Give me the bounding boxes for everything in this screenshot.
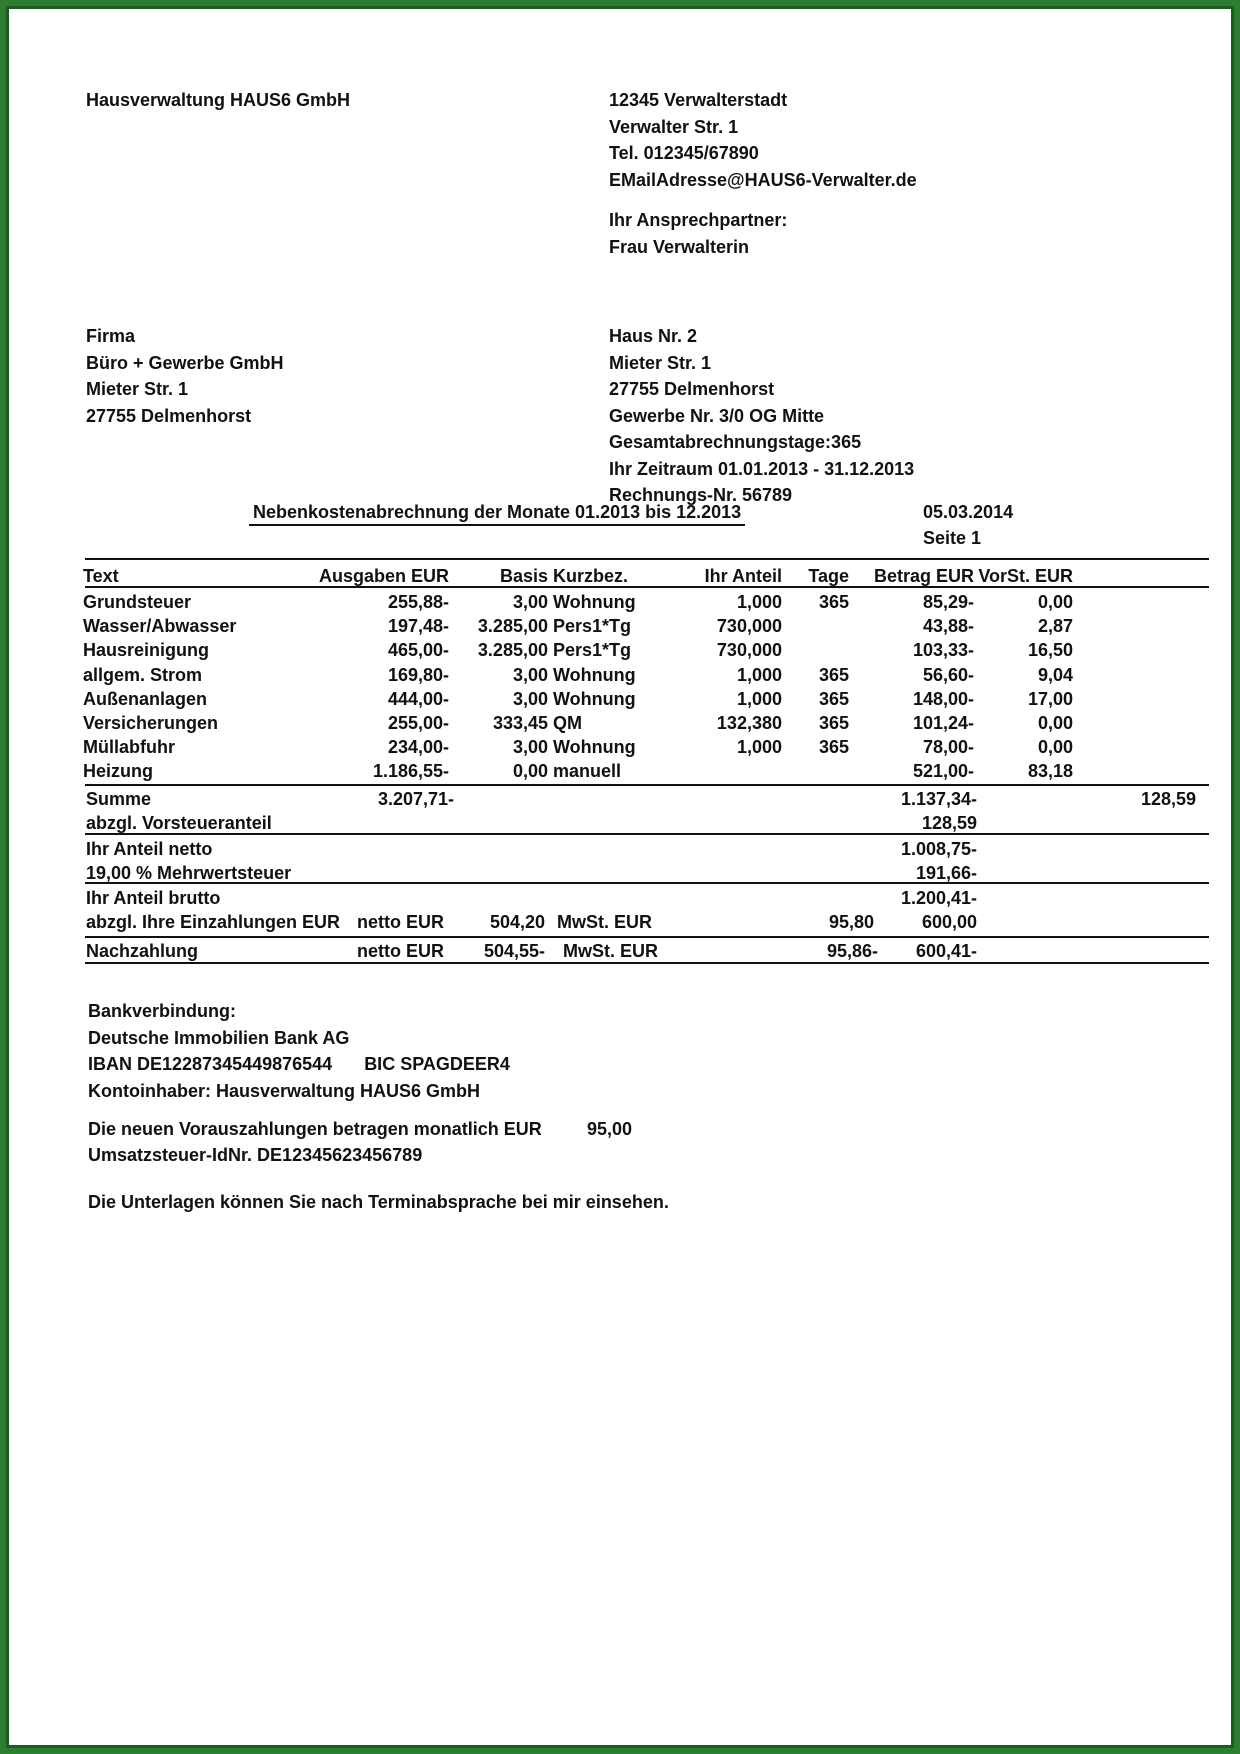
nachzahlung-total: 600,41- <box>915 941 977 961</box>
einzahlungen-netto-label: netto EUR <box>357 912 444 932</box>
bank-name: Deutsche Immobilien Bank AG <box>88 1027 350 1048</box>
table-header-text: Text <box>83 566 119 586</box>
bank-iban: IBAN DE12287345449876544 <box>88 1054 333 1074</box>
sender-email: EMailAdresse@HAUS6-Verwalter.de <box>609 169 917 190</box>
prepayment-text: Die neuen Vorauszahlungen betragen monatlich EUR <box>88 1119 542 1139</box>
bank-bic: BIC SPAGDEER4 <box>364 1054 510 1074</box>
document-date: 05.03.2014 <box>923 502 1014 522</box>
table-cell-vorst: 0,00 <box>1037 592 1073 612</box>
property-line: Gewerbe Nr. 3/0 OG Mitte <box>609 405 825 426</box>
bank-owner: Kontoinhaber: Hausverwaltung HAUS6 GmbH <box>88 1080 481 1101</box>
bank-iban-line <box>88 1051 510 1078</box>
contact-person <box>609 207 787 260</box>
table-cell-ausgaben: 1.186,55- <box>372 761 449 782</box>
summe-vorst: 128,59 <box>1140 789 1196 809</box>
table-cell-text: Grundsteuer <box>83 592 192 612</box>
table-cell-kurzbez: Pers1*Tg <box>553 640 632 661</box>
sender-contact <box>609 87 917 193</box>
table-cell-basis: 333,45 <box>492 713 548 733</box>
table-cell-betrag: 85,29- <box>922 592 974 612</box>
table-cell-kurzbez: Pers1*Tg <box>553 616 632 637</box>
table-cell-betrag: 43,88- <box>922 616 974 637</box>
table-cell-tage: 365 <box>818 737 849 758</box>
table-header-kurzbez: Kurzbez. <box>553 566 629 586</box>
table-header-anteil: Ihr Anteil <box>704 566 782 586</box>
sender-city: 12345 Verwalterstadt <box>609 90 788 110</box>
einzahlungen-mwst-label: MwSt. EUR <box>557 912 653 932</box>
vorsteuer-label: abzgl. Vorsteueranteil <box>86 813 272 833</box>
table-header-ausgaben: Ausgaben EUR <box>318 566 449 586</box>
table-cell-ausgaben: 234,00- <box>387 737 449 758</box>
table-cell-vorst: 9,04 <box>1037 664 1073 685</box>
table-cell-kurzbez: Wohnung <box>553 592 636 612</box>
nachzahlung-mwst-label: MwSt. EUR <box>563 941 659 961</box>
table-cell-betrag: 78,00- <box>922 737 974 758</box>
table-cell-ausgaben: 169,80- <box>387 664 449 685</box>
table-cell-tage: 365 <box>818 664 849 685</box>
brutto-label: Ihr Anteil brutto <box>86 888 221 908</box>
nachzahlung-mwst-value: 95,86- <box>826 941 878 961</box>
table-cell-anteil: 1,000 <box>736 688 782 709</box>
brutto-value: 1.200,41- <box>900 888 977 908</box>
page-number: Seite 1 <box>923 528 982 548</box>
table-cell-ausgaben: 255,00- <box>387 713 449 733</box>
table-cell-anteil: 730,000 <box>716 616 782 637</box>
table-header-betrag: Betrag EUR <box>873 566 974 586</box>
nachzahlung-netto-value: 504,55- <box>483 941 545 961</box>
recipient-line: Büro + Gewerbe GmbH <box>86 352 284 373</box>
property-info <box>609 323 914 509</box>
netto-label: Ihr Anteil netto <box>86 839 213 859</box>
table-cell-anteil: 730,000 <box>716 640 782 661</box>
recipient-address <box>86 323 284 429</box>
table-cell-text: Heizung <box>83 761 153 782</box>
recipient-line: Mieter Str. 1 <box>86 379 189 399</box>
table-cell-tage: 365 <box>818 688 849 709</box>
table-header-vorst: VorSt. EUR <box>978 566 1073 586</box>
table-cell-kurzbez: Wohnung <box>553 664 636 685</box>
einzahlungen-mwst-value: 95,80 <box>828 912 874 932</box>
table-cell-anteil: 1,000 <box>736 737 782 758</box>
table-cell-text: Hausreinigung <box>83 640 210 661</box>
table-cell-basis: 3,00 <box>512 664 548 685</box>
table-cell-basis: 3.285,00 <box>477 616 548 637</box>
document-page <box>6 6 1234 1748</box>
table-cell-tage: 365 <box>818 592 849 612</box>
table-cell-kurzbez: QM <box>553 713 582 733</box>
table-cell-basis: 3,00 <box>512 688 548 709</box>
table-cell-basis: 3,00 <box>512 592 548 612</box>
table-cell-betrag: 101,24- <box>912 713 974 733</box>
table-cell-text: allgem. Strom <box>83 664 203 685</box>
summe-ausgaben: 3.207,71- <box>377 789 454 809</box>
table-cell-betrag: 521,00- <box>912 761 974 782</box>
sender-street: Verwalter Str. 1 <box>609 116 739 137</box>
table-cell-kurzbez: manuell <box>553 761 622 782</box>
sender-company: Hausverwaltung HAUS6 GmbH <box>86 90 351 110</box>
netto-value: 1.008,75- <box>900 839 977 859</box>
table-cell-betrag: 103,33- <box>912 640 974 661</box>
table-cell-betrag: 148,00- <box>912 688 974 709</box>
table-cell-betrag: 56,60- <box>922 664 974 685</box>
table-cell-text: Wasser/Abwasser <box>83 616 237 637</box>
bank-details <box>88 998 510 1104</box>
property-line: 27755 Delmenhorst <box>609 379 775 399</box>
table-cell-basis: 3.285,00 <box>477 640 548 661</box>
table-cell-text: Müllabfuhr <box>83 737 175 758</box>
einzahlungen-label: abzgl. Ihre Einzahlungen EUR <box>86 912 341 932</box>
property-line: Ihr Zeitraum 01.01.2013 - 31.12.2013 <box>609 458 915 479</box>
table-cell-basis: 0,00 <box>512 761 548 782</box>
vat-id: Umsatzsteuer-IdNr. DE12345623456789 <box>88 1145 423 1165</box>
bank-label: Bankverbindung: <box>88 1001 237 1021</box>
table-cell-vorst: 0,00 <box>1037 713 1073 733</box>
table-cell-tage: 365 <box>818 713 849 733</box>
summe-betrag: 1.137,34- <box>900 789 977 809</box>
table-cell-vorst: 83,18 <box>1027 761 1073 782</box>
table-cell-vorst: 17,00 <box>1027 688 1073 709</box>
property-line: Gesamtabrechnungstage:365 <box>609 432 862 452</box>
table-cell-ausgaben: 444,00- <box>387 688 449 709</box>
table-top-rule <box>85 558 1209 560</box>
recipient-line: 27755 Delmenhorst <box>86 405 252 426</box>
nachzahlung-netto-label: netto EUR <box>357 941 444 961</box>
sender-phone: Tel. 012345/67890 <box>609 143 759 163</box>
documents-note: Die Unterlagen können Sie nach Terminabsprache bei mir einsehen. <box>88 1192 669 1212</box>
table-cell-anteil: 132,380 <box>716 713 782 733</box>
table-cell-vorst: 16,50 <box>1027 640 1073 661</box>
recipient-line: Firma <box>86 326 136 346</box>
table-cell-vorst: 2,87 <box>1037 616 1073 637</box>
mwst-value: 191,66- <box>915 863 977 883</box>
table-cell-ausgaben: 255,88- <box>387 592 449 612</box>
table-cell-kurzbez: Wohnung <box>553 737 636 758</box>
einzahlungen-total: 600,00 <box>921 912 977 932</box>
summe-label: Summe <box>86 789 152 809</box>
table-cell-anteil: 1,000 <box>736 664 782 685</box>
property-line: Rechnungs-Nr. 56789 <box>609 485 793 505</box>
property-line: Haus Nr. 2 <box>609 326 698 346</box>
einzahlungen-netto-value: 504,20 <box>489 912 545 932</box>
nachzahlung-rule <box>85 936 1209 938</box>
table-header-tage: Tage <box>808 566 849 586</box>
contact-person-name: Frau Verwalterin <box>609 236 750 257</box>
summe-rule <box>85 784 1209 786</box>
table-bottom-rule <box>85 962 1209 964</box>
table-cell-kurzbez: Wohnung <box>553 688 636 709</box>
document-title: Nebenkostenabrechnung der Monate 01.2013 bis 12.2013 <box>249 500 745 526</box>
prepayment-value: 95,00 <box>587 1119 633 1139</box>
table-cell-anteil: 1,000 <box>736 592 782 612</box>
nachzahlung-label: Nachzahlung <box>86 941 199 961</box>
table-cell-text: Außenanlagen <box>83 688 208 709</box>
table-cell-text: Versicherungen <box>83 713 219 733</box>
table-cell-ausgaben: 197,48- <box>387 616 449 637</box>
vorsteuer-value: 128,59 <box>921 813 977 833</box>
table-header-basis: Basis <box>499 566 548 586</box>
table-cell-vorst: 0,00 <box>1037 737 1073 758</box>
mwst-label: 19,00 % Mehrwertsteuer <box>86 863 292 883</box>
table-cell-basis: 3,00 <box>512 737 548 758</box>
property-line: Mieter Str. 1 <box>609 352 712 373</box>
contact-person-label: Ihr Ansprechpartner: <box>609 210 788 230</box>
table-cell-ausgaben: 465,00- <box>387 640 449 661</box>
